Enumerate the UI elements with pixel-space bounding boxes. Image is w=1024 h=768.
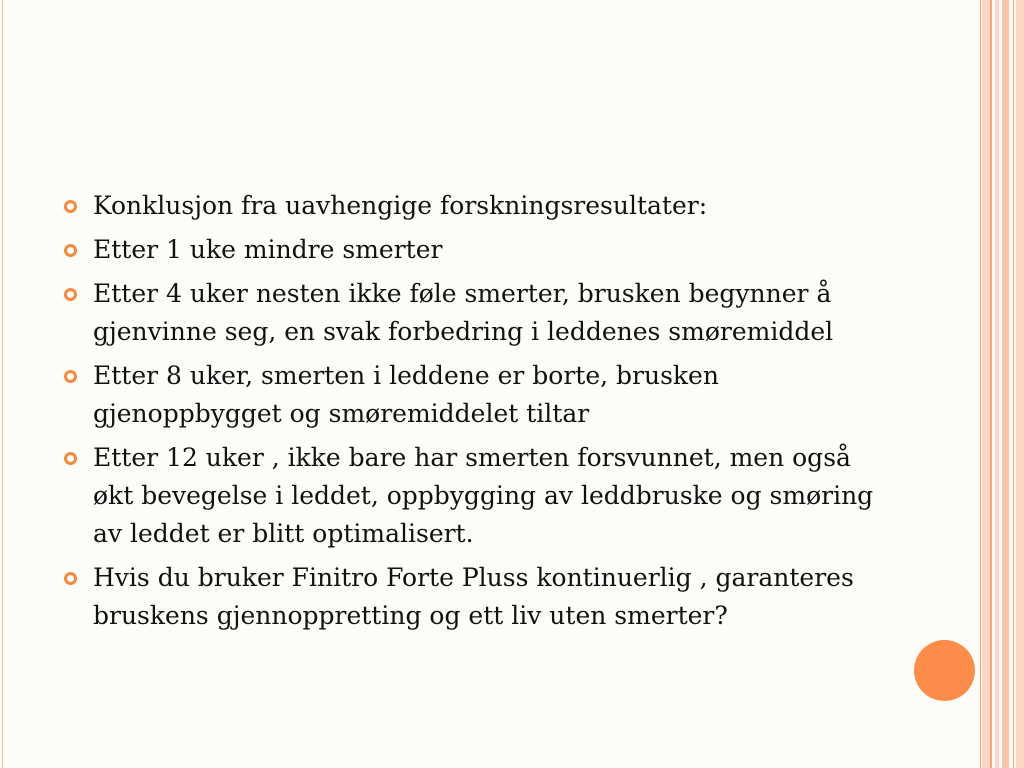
bullet-item bbox=[62, 275, 882, 351]
bullet-text: Etter 12 uker , ikke bare har smerten forsvunnet, men også økt bevegelse i leddet, oppbygging av leddbruske og smøring av leddet er blitt optimalisert. bbox=[93, 443, 874, 548]
bullet-ring-icon bbox=[64, 452, 77, 465]
left-border-line bbox=[2, 0, 3, 768]
decorative-stripe bbox=[990, 0, 992, 768]
bullet-ring-icon bbox=[64, 370, 77, 383]
decorative-circle-icon bbox=[914, 640, 975, 701]
bullet-item bbox=[62, 357, 882, 433]
bullet-text: Etter 1 uke mindre smerter bbox=[93, 235, 443, 264]
bullet-item bbox=[62, 231, 882, 269]
decorative-stripe bbox=[1002, 0, 1009, 768]
bullet-text: Etter 4 uker nesten ikke føle smerter, brusken begynner å gjenvinne seg, en svak forbedring i leddenes smøremiddel bbox=[93, 279, 834, 346]
decorative-stripe bbox=[982, 0, 990, 768]
decorative-stripe bbox=[995, 0, 999, 768]
bullet-list bbox=[62, 187, 882, 641]
bullet-item bbox=[62, 439, 882, 553]
bullet-ring-icon bbox=[64, 244, 77, 257]
bullet-text: Konklusjon fra uavhengige forskningsresultater: bbox=[93, 191, 708, 220]
bullet-item bbox=[62, 559, 882, 635]
bullet-ring-icon bbox=[64, 200, 77, 213]
decorative-stripe bbox=[1016, 0, 1024, 768]
decorative-stripe bbox=[1013, 0, 1014, 768]
bullet-item bbox=[62, 187, 882, 225]
decorative-stripe bbox=[980, 0, 981, 768]
bullet-text: Etter 8 uker, smerten i leddene er borte, brusken gjenoppbygget og smøremiddelet tiltar bbox=[93, 361, 719, 428]
bullet-text: Hvis du bruker Finitro Forte Pluss kontinuerlig , garanteres bruskens gjennoppretting og ett liv uten smerter? bbox=[93, 563, 854, 630]
bullet-ring-icon bbox=[64, 288, 77, 301]
bullet-ring-icon bbox=[64, 572, 77, 585]
